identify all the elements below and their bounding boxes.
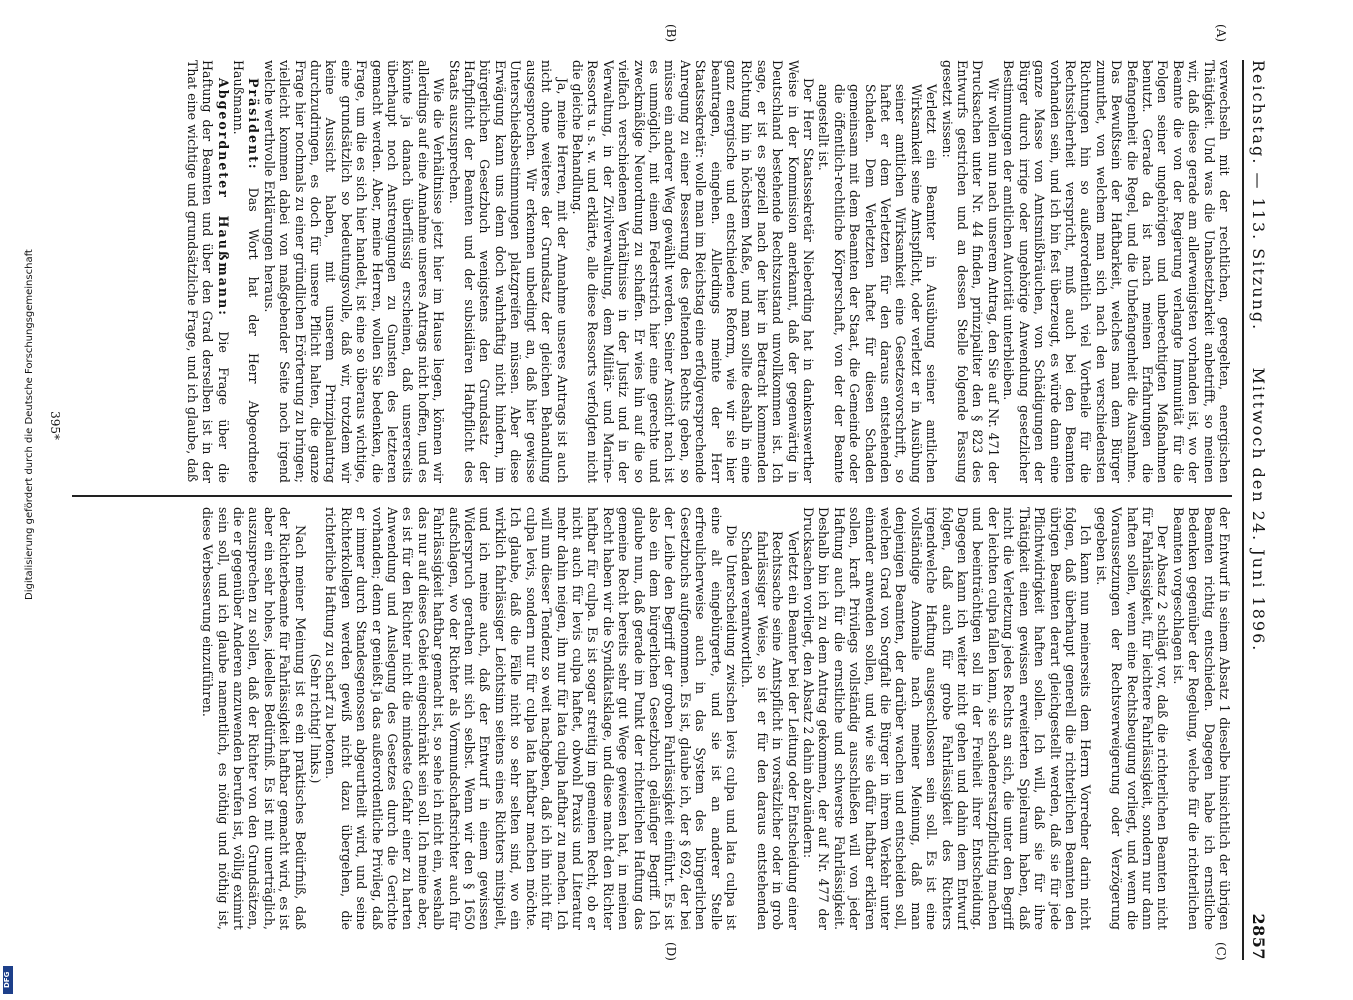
paragraph: Der Herr Staatssekretär Nieberding hat in dankenswerther Weise in der Kommission anerkannt, daß der gegenwärtig in Deutschland bestehende Rechtszustand unvollkommen ist. Ich sage, er ist es speziell nach der hier in Betracht kommenden Richtung hin in höchstem Maße, und man sollte deshalb in eine ganz energische und entschiedene Reform, wie wir sie hier beantragen, eingehen. Allerdings meinte der Herr Staatssekretär: wolle man im Reichstag eine erfolgversprechende Anregung zu einer Besserung des geltenden Rechts geben, so müsse ein anderer Weg gewählt werden. Seiner Ansicht nach ist es unmöglich, mit einem Federstrich hier eine gerechte und zweckmäßige Neuordnung zu schaffen. Er wies hin auf die so vielfach verschiedenen Verhältnisse in der Justiz und in der Verwaltung, in der Zivilverwaltung, dem Militär- und Marine-Ressorts u. s. w. und erklärte, alle diese Ressorts verfolgten nicht die gleiche Behandlung. bbox=[569, 60, 817, 483]
paragraph: Die Unterscheidung zwischen levis culpa und lata culpa ist eine alt eingebürgerte, und sie ist an anderer Stelle erfreulicherweise auch in das System des bürgerlichen Gesetzbuchs aufgenommen. Es ist, glaube ich, der § 692, der bei der Leihe den Begriff der groben Fahrlässigkeit einführt. Es ist also ein dem bürgerlichen Gesetzbuch geläufiger Begriff. Ich glaube nun, daß gerade im Punkt der richterlichen Haftung das gemeine Recht bereits sehr gut Wege gewiesen hat, in meinen Recht haben wir die Syndikatsklage, und diese macht den Richter haftbar für culpa. Es ist sogar streitig im gemeinen Recht, ob er nicht auch für levis culpa haftet, obwohl Praxis und Literatur mehr dahin neigen, ihn nur für lata culpa haftbar zu machen. Ich will nun dieser Tendenz so weit nachgeben, daß ich ihn nicht für culpa levis, sondern nur für culpa lata haftbar machen möchte. Ich glaube, daß die Fälle nicht so sehr selten sind, wo ein wirklich fahrlässiger Leichtsinn seitens eines Richters mitspielt, und ich meine auch, daß der Entwurf in einem gewissen Widerspruch gerathen mit sich selbst. Wenn wir den § 1650 aufschlagen, wo der Richter als Vormundschaftsrichter auch für Fahrlässigkeit haftbar gemacht ist, so sehe ich nicht ein, weshalb das nur auf dieses Gebiet eingeschränkt sein soll. Ich meine aber, es ist für den Richter nicht die mindeste Gefahr einer zu harten Anwendung und Auslegung des Gesetzes durch die Gerichte vorhanden; denn er genießt ja das außerordentliche Privileg, daß er immer durch Standesgenossen abgeurtheilt wird, und seine Richterkollegen werden gewiß nicht dazu übergehen, die richterliche Haftung zu scharf zu betonen. bbox=[323, 507, 739, 930]
page-reference: 395* bbox=[48, 411, 62, 440]
column-divider bbox=[72, 495, 1232, 497]
speech-text: Das Wort hat der Herr Abgeordnete Haußmann. bbox=[231, 60, 262, 483]
president-remark bbox=[231, 60, 262, 483]
paragraph: der Entwurf in seinem Absatz 1 dieselbe hinsichtlich der übrigen Beamten richtig entschieden. Dagegen habe ich ernstliche Bedenken gegenüber der Regelung, welche für die richterlichen Beamten vorgeschlagen ist. bbox=[1170, 507, 1232, 930]
speech-text: Die Frage über die Haftung der Beamten und über den Grad derselben ist in der That eine wichtige und grundsätzliche Frage, und ich glaube, daß bbox=[184, 60, 231, 483]
applause-note: (Sehr richtig! links.) bbox=[308, 653, 324, 784]
motion-quote: Verletzt ein Beamter in Ausübung seiner amtlichen Wirksamkeit seine Amtspflicht, oder verletzt er in Ausübung seiner amtlichen Wirksamkeit eine Gesetzesvorschrift, so haftet er dem Verletzten für den daraus entstehenden Schaden. Dem Verletzten haftet für diesen Schaden gemeinsam mit dem Beamten der Staat, die Gemeinde oder die öffentlich-rechtliche Körperschaft, von der der Beamte angestellt ist. bbox=[816, 84, 940, 483]
digitization-credit: Digitalisierung gefördert durch die Deutsche Forschungsgemeinschaft bbox=[24, 249, 35, 600]
speaker-remark bbox=[184, 60, 230, 483]
header-session: Reichstag. — 113. Sitzung. bbox=[1249, 60, 1268, 332]
page-header bbox=[1242, 60, 1268, 960]
amendment-quote: Verletzt ein Beamter bei der Leitung oder Entscheidung einer Rechtssache seine Amtspflicht in vorsätzlicher oder in grob fahrlässiger Weise, so ist er für den daraus entstehenden Schaden verantwortlich. bbox=[739, 531, 801, 930]
speaker-label: Präsident: bbox=[246, 78, 262, 171]
paragraph: Ja, meine Herren, mit der Annahme unseres Antrags ist auch nicht ohne weiteres der Grundsatz der gleichen Behandlung ausgesprochen. Wir erkennen unbedingt an, daß hier gewisse Unterschiedsbestimmungen platzgreifen müssen. Aber diese Erwägung kann uns denn doch wahrhaftig nicht hindern, im bürgerlichen Gesetzbuch wenigstens den Grundsatz der Haftpflicht der Beamten und der subsidiären Haftpflicht des Staats auszusprechen. bbox=[446, 60, 570, 483]
right-column bbox=[72, 507, 1232, 930]
paragraph: verwechseln mit der rechtlichen, geregelten, energischen Thätigkeit. Und was die Unabsetzbarkeit anbetrifft, so meinen wir, daß diese gerade am allerwenigsten vorhanden ist, wo der Beamte die von der Regierung verlangte Immunität für die Folgen seiner ungehörigen und unberechtigten Maßnahmen benutzt. Gerade da ist nach meinen Erfahrungen die Befangenheit die Regel, und die Unbefangenheit die Ausnahme. Das Bewußtsein der Haftbarkeit, welches man dem Bürger zumuthet, von welchem man sich nach den verschiedensten Richtungen hin so außerordentlich viel Vortheile für die Rechtssicherheit verspricht, muß auch bei den Beamten vorhanden sein, und ich bin fest überzeugt, es würde dann eine ganze Masse von Amtsmißbräuchen, von Schädigungen der Bürger durch irrige oder ungehörige Anwendung gesetzlicher Bestimmungen der amtlichen Autorität unterbleiben. bbox=[1001, 60, 1232, 483]
margin-marker-a: (A) bbox=[1214, 24, 1228, 43]
paragraph: Wir wollen nun nach unserem Antrag, den Sie auf Nr. 471 der Drucksachen unter Nr. 44 finden, prinzipaliter den § 823 des Entwurfs gestrichen und an dessen Stelle folgende Fassung gesetzt wissen: bbox=[939, 60, 1001, 483]
speaker-label: Abgeordneter Haußmann: bbox=[215, 78, 231, 317]
paragraph: Ich kann nun meinerseits dem Herrn Vorredner darin nicht folgen, daß überhaupt generell die richterlichen Beamten den übrigen Beamten derart gleichgestellt werden, daß sie für jede Pflichtwidrigkeit haften sollen. Ich will, daß sie für ihre Thätigkeit einen gewissen erweiterten Spielraum haben, daß nicht die Verletzung jedes Rechts an sich, die unter den Begriff der leichten culpa fallen kann, sie schadenersatzpflichtig machen und beeinträchtigen soll in der Freiheit ihrer Entscheidung. Dagegen kann ich weiter nicht gehen und dahin dem Entwurf folgen, daß auch für grobe Fahrlässigkeit des Richters irgendwelche Haftung ausgeschlossen sein soll. Es ist eine vollständige Anomalie nach meiner Meinung, daß man denjenigen Beamten, der darüber wachen und entscheiden soll, welchen Grad von Sorgfalt die Bürger in ihrem Verkehr unter einander anwenden sollen, und wie sie dafür haftbar erklären sollen, kraft Privilegs vollständig ausschließen will von jeder Haftung auch für die ernstliche und schwerste Fahrlässigkeit. Deshalb bin ich zu dem Antrag gekommen, der auf Nr. 477 der Drucksachen vorliegt, den Absatz 2 dahin abzuändern: bbox=[801, 507, 1094, 930]
page-number: 2857 bbox=[1249, 913, 1268, 960]
header-date: Mittwoch den 24. Juni 1896. bbox=[1249, 367, 1268, 653]
margin-marker-d: (D) bbox=[664, 942, 678, 961]
left-column bbox=[72, 60, 1232, 483]
dfg-logo: DFG bbox=[3, 966, 13, 994]
paragraph: Wie die Verhältnisse jetzt hier im Hause liegen, können wir allerdings auf eine Annahme unseres Antrags nicht hoffen, und es könnte ja danach überflüssig erscheinen, daß unsererseits überhaupt noch Anstrengungen zu Gunsten des letzteren gemacht werden. Aber, meine Herren, wollen Sie bedenken, die Frage, um die es sich hier handelt, ist eine so überaus wichtige, eine grundsätzlich so bedeutungsvolle, daß wir, trotzdem wir keine Aussicht haben, mit unserem Prinzipalantrag durchzudringen, es doch für unsere Pflicht halten, die ganze Frage hier nochmals zu einer gründlichen Erörterung zu bringen; vielleicht kommen dabei von maßgebender Seite noch irgend welche werthvolle Erklärungen heraus. bbox=[261, 60, 447, 483]
margin-marker-b: (B) bbox=[664, 24, 678, 43]
paragraph: Der Absatz 2 schlägt vor, daß die richterlichen Beamten nicht für Fahrlässigkeit, für leichtere Fahrlässigkeit, sondern nur dann haften sollen, wenn eine Rechtsbeugung vorliegt, und wenn die Voraussetzungen der Rechtsverweigerung oder Verzögerung gegeben ist. bbox=[1093, 507, 1171, 930]
margin-marker-c: (C) bbox=[1214, 942, 1228, 961]
paragraph: Nach meiner Meinung ist es ein praktisches Bedürfniß, daß der Richterbeamte für Fahrlässigkeit haftbar gemacht wird, es ist aber ein sehr hohes, ideelles Bedürfniß. Es ist mit unerträglich, auszusprechen zu sollen, daß der Richter von den Grundsätzen, die er gegenüber Anderen anzuwenden berufen ist, völlig eximirt sein soll, und ich glaube namentlich, es nöthig und nöthig ist, diese Verbesserung einzuführen. bbox=[200, 507, 308, 930]
